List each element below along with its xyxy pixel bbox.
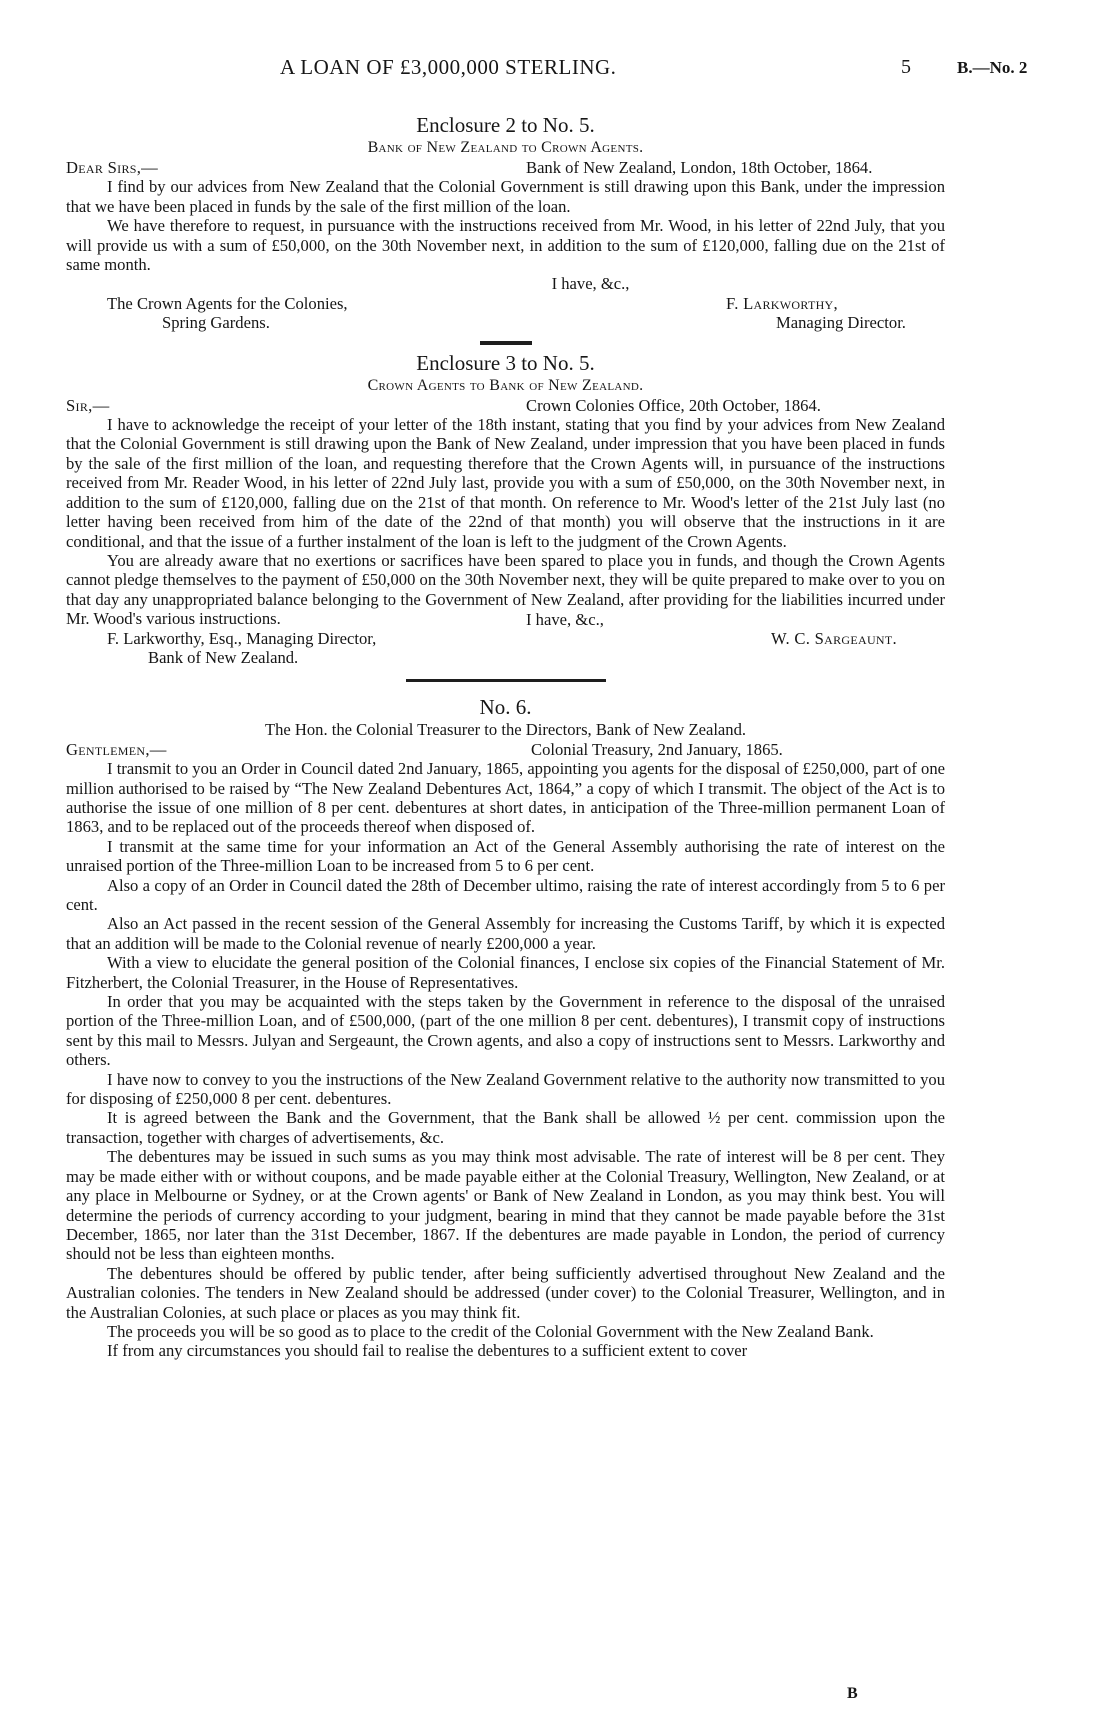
no-6-paragraph: I transmit at the same time for your information an Act of the General Assembly authorising the rate of interest on the unraised portion of the Three-million Loan to be increased from 5 to 6 per cent. [66, 836, 945, 876]
series-mark: B.—No. 2 [957, 58, 1028, 77]
enclosure-3-section [66, 350, 945, 668]
no-6-paragraph: If from any circumstances you should fail to realise the debentures to a sufficient extent to cover [107, 1341, 748, 1361]
enclosure-3-signatory: W. C. Sargeaunt. [771, 628, 897, 648]
enclosure-2-closing: I have, &c., [551, 274, 630, 294]
enclosure-3-signature-row [66, 609, 945, 668]
enclosure-2-paragraph: We have therefore to request, in pursuance with the instructions received from Mr. Wood, in his letter of 22nd July, that you will provide us with a sum of £50,000, on the 30th November next, in addition to the sum of £120,000, falling due on the 21st of same month. [66, 216, 945, 275]
page-header [0, 55, 1114, 84]
no-6-heading-row [66, 740, 945, 759]
no-6-paragraph: I transmit to you an Order in Council dated 2nd January, 1865, appointing you agents for the disposal of £250,000, part of one million authorised to be raised by “The New Zealand Debentures Act, 1864,” a copy of which I transmit. The object of the Act is to authorise the issue of one million of 8 per cent. debentures at short dates, in anticipation of the Three-million permanent Loan of 1863, and to be replaced out of the proceeds thereof when disposed of. [66, 759, 945, 837]
no-6-title: No. 6. [479, 695, 532, 720]
enclosure-3-heading-row [66, 396, 945, 415]
enclosure-2-salutation: Dear Sirs,— [66, 158, 159, 177]
signature-letter: B [847, 1685, 858, 1702]
enclosure-3-subtitle: Crown Agents to Bank of New Zealand. [367, 376, 644, 394]
no-6-paragraph: Also a copy of an Order in Council dated the 28th of December ultimo, raising the rate of interest accordingly from 5 to 6 per cent. [66, 875, 945, 914]
enclosure-2-address-date: Bank of New Zealand, London, 18th October, 1864. [526, 158, 873, 177]
no-6-paragraph: With a view to elucidate the general position of the Colonial finances, I enclose six copies of the Financial Statement of Mr. Fitzherbert, the Colonial Treasurer, in the House of Representatives. [66, 953, 945, 992]
document-body [66, 112, 945, 1361]
no-6-section [66, 694, 945, 1360]
enclosure-2-addressee: The Crown Agents for the Colonies, [107, 293, 348, 313]
no-6-paragraph: I have now to convey to you the instructions of the New Zealand Government relative to the authority now transmitted to you for disposing of £250,000 8 per cent. debentures. [66, 1069, 945, 1109]
no-6-subtitle: The Hon. the Colonial Treasurer to the Directors, Bank of New Zealand. [264, 720, 747, 740]
no-6-paragraph: Also an Act passed in the recent session of the General Assembly for increasing the Customs Tariff, by which it is expected that an addition will be made to the Colonial revenue of nearly £200,000 a year. [66, 914, 945, 953]
no-6-paragraph: The proceeds you will be so good as to place to the credit of the Colonial Government with the New Zealand Bank. [107, 1321, 874, 1341]
enclosure-2-title: Enclosure 2 to No. 5. [416, 113, 595, 137]
enclosure-2-paragraph: I find by our advices from New Zealand that the Colonial Government is still drawing upon this Bank, under the impression that we have been placed in funds by the sale of the first million of the loan. [66, 177, 945, 216]
page-number: 5 [901, 56, 911, 78]
no-6-paragraph: The debentures should be offered by public tender, after being sufficiently advertised throughout New Zealand and the Australian colonies. The tenders in New Zealand should be addressed (under cover) to the Colonial Treasurer, Wellington, and in the Australian Colonies, at such place or places as you may think fit. [66, 1263, 945, 1322]
enclosure-3-title: Enclosure 3 to No. 5. [416, 350, 595, 375]
enclosure-3-addressee-line-2: Bank of New Zealand. [148, 647, 299, 667]
enclosure-3-address-date: Crown Colonies Office, 20th October, 1864. [526, 395, 821, 415]
enclosure-2-signature-row [66, 294, 945, 333]
enclosure-3-paragraph: I have to acknowledge the receipt of your letter of the 18th instant, stating that you find by your advices from New Zealand that the Colonial Government is still drawing upon the Bank of New Zealand, under impression that you have been placed in funds by the sale of the first million of the loan, and requesting therefore that the Crown Agents will, in pursuance of the instructions received from Mr. Reader Wood, in his letter of 22nd July last, provide you with a sum of £50,000, on the 30th November next, in addition to the sum of £120,000, falling due on the 21st of that month. On reference to Mr. Wood's letter of the 21st July last (no letter having been received from him of the date of the 22nd of that month) you will observe that the instructions in it are conditional, and that the issue of a further instalment of the loan is left to the judgment of the Crown Agents. [66, 415, 945, 551]
enclosure-3-paragraph: You are already aware that no exertions or sacrifices have been spared to place you in funds, and though the Crown Agents cannot pledge themselves to the payment of £50,000 on the 30th November next, they will be quite prepared to make over to you on that day any unappropriated balance belonging to the Government of New Zealand, after providing for the liabilities incurred under Mr. Wood's various instructions. [66, 550, 945, 629]
running-title: A LOAN OF £3,000,000 STERLING. [280, 55, 617, 79]
enclosure-3-addressee: F. Larkworthy, Esq., Managing Director, [107, 628, 377, 648]
enclosure-3-salutation: Sir,— [66, 395, 110, 415]
no-6-paragraph: In order that you may be acquainted with the steps taken by the Government in reference to the disposal of the unraised portion of the Three-million Loan, and of £500,000, (part of the one million 8 per cent. debentures), I transmit copy of instructions sent by this mail to Messrs. Julyan and Sergeaunt, the Crown agents, and also a copy of instructions sent to Messrs. Larkworthy and others. [66, 992, 945, 1070]
enclosure-3-closing: I have, &c., [526, 609, 604, 629]
section-divider-long [406, 679, 606, 682]
enclosure-2-addressee-line-2: Spring Gardens. [162, 313, 270, 333]
no-6-address-date: Colonial Treasury, 2nd January, 1865. [531, 739, 783, 759]
section-divider [480, 341, 532, 345]
no-6-paragraph: It is agreed between the Bank and the Government, that the Bank shall be allowed ½ per cent. commission upon the transaction, together with charges of advertisements, &c. [66, 1108, 945, 1147]
enclosure-2-signatory: F. Larkworthy, [726, 293, 838, 313]
no-6-paragraph: The debentures may be issued in such sums as you may think most advisable. The rate of interest will be 8 per cent. They may be made either with or without coupons, and be made payable either at the Colonial Treasury, Wellington, New Zealand, or at any place in Melbourne or Sydney, or at the Crown agents' or Bank of New Zealand in London, as you may think best. You will determine the periods of currency according to your judgment, bearing in mind that they cannot be made payable before the 31st December, 1865, nor later than the 31st December, 1867. If the debentures are made payable in London, the period of currency should not be less than eighteen months. [66, 1147, 945, 1264]
enclosure-2-signatory-title: Managing Director. [776, 313, 906, 333]
enclosure-2-heading-row [66, 158, 945, 177]
no-6-salutation: Gentlemen,— [66, 739, 167, 759]
enclosure-2-section [66, 112, 945, 333]
enclosure-2-subtitle: Bank of New Zealand to Crown Agents. [367, 139, 644, 156]
